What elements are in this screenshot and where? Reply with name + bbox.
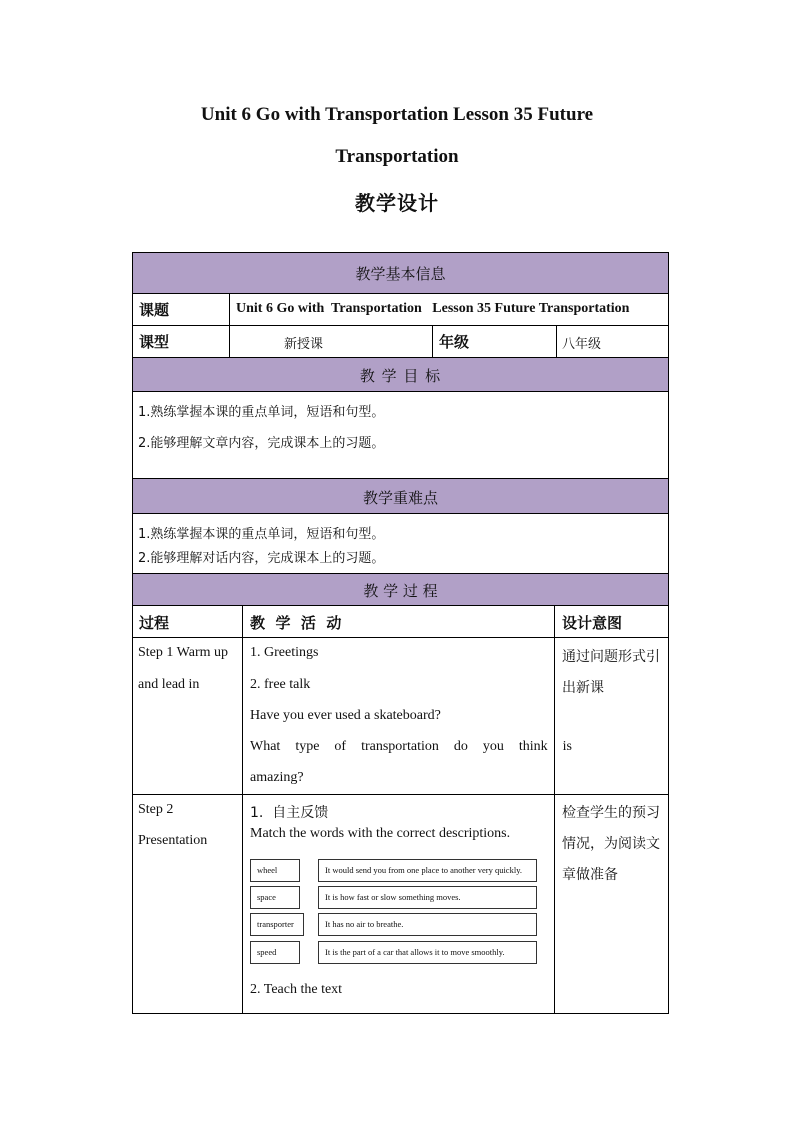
document-title-line1: Unit 6 Go with Transportation Lesson 35 Future (200, 104, 594, 125)
match-description-1: It would send you from one place to another very quickly. (318, 859, 537, 882)
objectives-header-label: 教 学 目 标 (359, 367, 442, 385)
match-description-2: It is how fast or slow something moves. (318, 886, 537, 909)
step2-activity-heading: 1. 自主反馈 (250, 805, 329, 821)
grade-label: 年级 (439, 333, 470, 351)
key-point-item-2: 2.能够理解对话内容，完成课本上的习题。 (138, 551, 385, 566)
step2-name-line2: Presentation (138, 833, 208, 848)
step1-name-line1: Step 1 Warm up (138, 645, 228, 660)
key-points-header-label: 教学重难点 (362, 489, 438, 507)
step2-activity-instruction: Match the words with the correct descriptions. (250, 826, 511, 841)
document-subtitle: 教学设计 (355, 191, 439, 215)
document-title-line2: Transportation (335, 146, 459, 167)
topic-value: Unit 6 Go with Transportation Lesson 35 Future Transportation (236, 301, 630, 316)
key-point-item-1: 1.熟练掌握本课的重点单词，短语和句型。 (138, 527, 385, 542)
type-value: 新授课 (284, 337, 324, 352)
match-word-1: wheel (250, 859, 300, 882)
step2-name-line1: Step 2 (138, 802, 174, 817)
col-activity-label: 教 学 活 动 (250, 614, 342, 632)
col-intent-label: 设计意图 (562, 614, 623, 632)
col-process-label: 过程 (139, 614, 170, 632)
step1-activity-2: 2. free talk (250, 677, 311, 692)
objective-item-1: 1.熟练掌握本课的重点单词，短语和句型。 (138, 405, 385, 420)
step2-intent-line3: 章做准备 (562, 867, 618, 883)
step2-activity-last: 2. Teach the text (250, 982, 343, 997)
process-header-label: 教 学 过 程 (363, 582, 438, 600)
match-word-4: speed (250, 941, 300, 964)
type-label: 课型 (139, 333, 170, 351)
step1-activity-5: amazing? (250, 770, 304, 785)
step1-intent-line2: 出新课 (562, 680, 604, 696)
step2-intent-line1: 检查学生的预习 (562, 805, 660, 821)
basic-info-header-label: 教学基本信息 (355, 265, 446, 283)
step1-activity-1: 1. Greetings (250, 645, 319, 660)
match-description-4: It is the part of a car that allows it to move smoothly. (318, 941, 537, 964)
objective-item-2: 2.能够理解文章内容，完成课本上的习题。 (138, 436, 385, 451)
topic-label: 课题 (139, 301, 170, 319)
match-description-3: It has no air to breathe. (318, 913, 537, 936)
step1-activity-3: Have you ever used a skateboard? (250, 708, 441, 723)
step1-intent-line1: 通过问题形式引 (562, 649, 660, 665)
step1-activity-4: What type of transportation do you think is (250, 739, 572, 754)
step2-intent-line2: 情况，为阅读文 (562, 836, 660, 852)
step1-name-line2: and lead in (138, 677, 200, 692)
match-word-2: space (250, 886, 300, 909)
grade-value: 八年级 (562, 337, 602, 352)
match-word-3: transporter (250, 913, 304, 936)
